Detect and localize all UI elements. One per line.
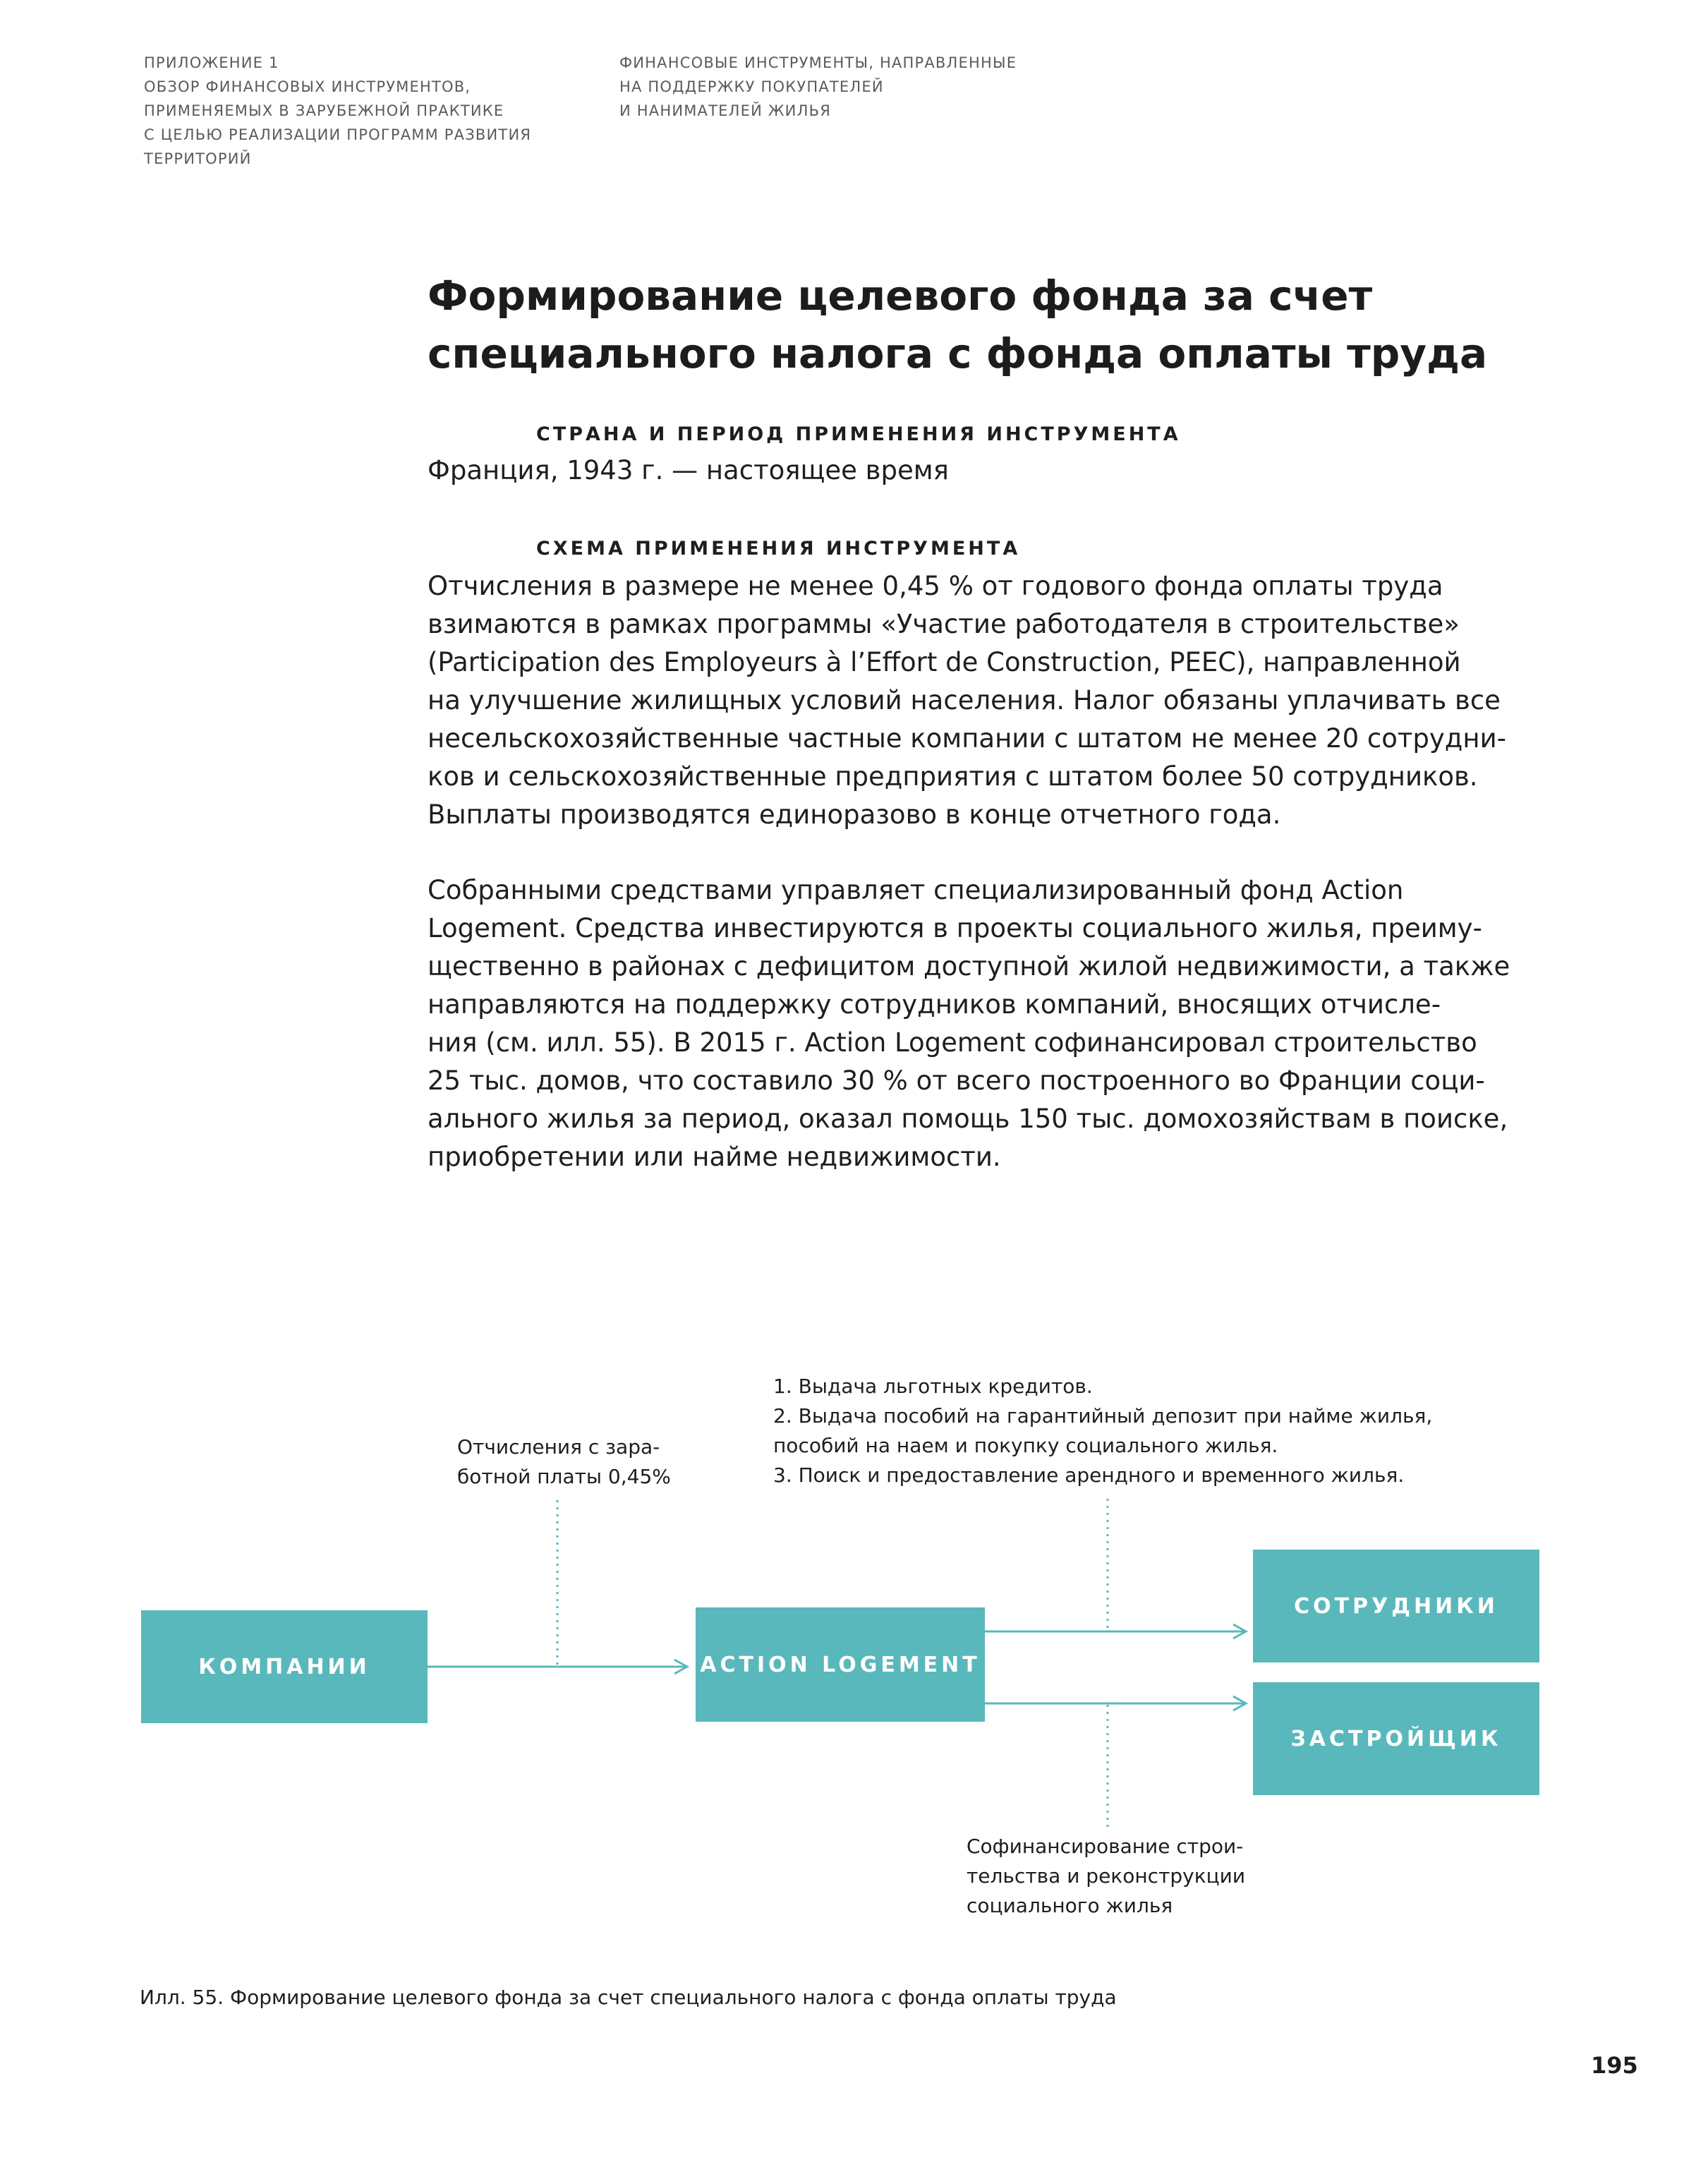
paragraph-line: несельскохозяйственные частные компании с штатом не менее 20 сотрудни- [428, 723, 1506, 754]
paragraph-line: Выплаты производятся единоразово в конце отчетного года. [428, 799, 1281, 830]
scheme-label: СХЕМА ПРИМЕНЕНИЯ ИНСТРУМЕНТА [536, 538, 1021, 560]
page-number: 195 [1591, 2052, 1638, 2079]
figure-caption: Илл. 55. Формирование целевого фонда за счет специального налога с фонда оплаты труда [140, 1986, 1117, 2009]
running-header-line: ТЕРРИТОРИЙ [144, 150, 252, 167]
paragraph-line: на улучшение жилищных условий населения. Налог обязаны уплачивать все [428, 685, 1501, 716]
paragraph-line: направляются на поддержку сотрудников компаний, вносящих отчисле- [428, 989, 1441, 1020]
paragraph-line: Отчисления в размере не менее 0,45 % от годового фонда оплаты труда [428, 571, 1443, 601]
paragraph-line: приобретении или найме недвижимости. [428, 1142, 1001, 1172]
paragraph-line: ков и сельскохозяйственные предприятия с штатом более 50 сотрудников. [428, 761, 1478, 792]
country-period-text: Франция, 1943 г. — настоящее время [428, 455, 949, 485]
page-title-line: специального налога с фонда оплаты труда [428, 330, 1488, 378]
paragraph-line: Собранными средствами управляет специализированный фонд Action [428, 875, 1404, 905]
note-line: 2. Выдача пособий на гарантийный депозит при найме жилья, [773, 1404, 1433, 1427]
paragraph-line: щественно в районах с дефицитом доступной жилой недвижимости, а также [428, 951, 1510, 982]
running-header-line: С ЦЕЛЬЮ РЕАЛИЗАЦИИ ПРОГРАММ РАЗВИТИЯ [144, 126, 532, 143]
paragraph-line: взимаются в рамках программы «Участие работодателя в строительстве» [428, 609, 1460, 639]
box-employees: СОТРУДНИКИ [1253, 1550, 1539, 1662]
box-companies: КОМПАНИИ [141, 1610, 428, 1723]
running-header-line: ПРИЛОЖЕНИЕ 1 [144, 54, 279, 71]
running-header-line: И НАНИМАТЕЛЕЙ ЖИЛЬЯ [619, 102, 831, 119]
running-header-line: ФИНАНСОВЫЕ ИНСТРУМЕНТЫ, НАПРАВЛЕННЫЕ [619, 54, 1017, 71]
page-title-line: Формирование целевого фонда за счет [428, 272, 1373, 320]
paragraph-line: (Participation des Employeurs à l’Effort de Construction, PEEC), направленной [428, 647, 1461, 677]
note-line: 3. Поиск и предоставление арендного и временного жилья. [773, 1463, 1405, 1487]
note-line: 1. Выдача льготных кредитов. [773, 1375, 1093, 1398]
note-line: социального жилья [967, 1894, 1173, 1917]
running-header-line: ПРИМЕНЯЕМЫХ В ЗАРУБЕЖНОЙ ПРАКТИКЕ [144, 102, 504, 119]
note-line: Отчисления с зара- [457, 1435, 660, 1459]
box-developer: ЗАСТРОЙЩИК [1253, 1682, 1539, 1795]
note-line: тельства и реконструкции [967, 1864, 1246, 1888]
paragraph-line: 25 тыс. домов, что составило 30 % от всего построенного во Франции соци- [428, 1066, 1485, 1096]
note-line: пособий на наем и покупку социального жилья. [773, 1434, 1278, 1457]
note-line: Софинансирование строи- [967, 1835, 1244, 1858]
running-header-line: ОБЗОР ФИНАНСОВЫХ ИНСТРУМЕНТОВ, [144, 78, 471, 95]
note-deductions [457, 1432, 671, 1492]
country-period-label: СТРАНА И ПЕРИОД ПРИМЕНЕНИЯ ИНСТРУМЕНТА [536, 423, 1181, 445]
paragraph-line: Logement. Средства инвестируются в проекты социального жилья, преиму- [428, 913, 1482, 943]
paragraph-line: ния (см. илл. 55). В 2015 г. Action Logement софинансировал строительство [428, 1027, 1477, 1058]
box-action-logement: ACTION LOGEMENT [696, 1607, 985, 1722]
note-line: ботной платы 0,45% [457, 1465, 671, 1488]
paragraph-line: ального жилья за период, оказал помощь 150 тыс. домохозяйствам в поиске, [428, 1104, 1508, 1134]
running-header-line: НА ПОДДЕРЖКУ ПОКУПАТЕЛЕЙ [619, 78, 884, 95]
note-cofinancing [967, 1832, 1245, 1921]
note-services [773, 1372, 1432, 1490]
